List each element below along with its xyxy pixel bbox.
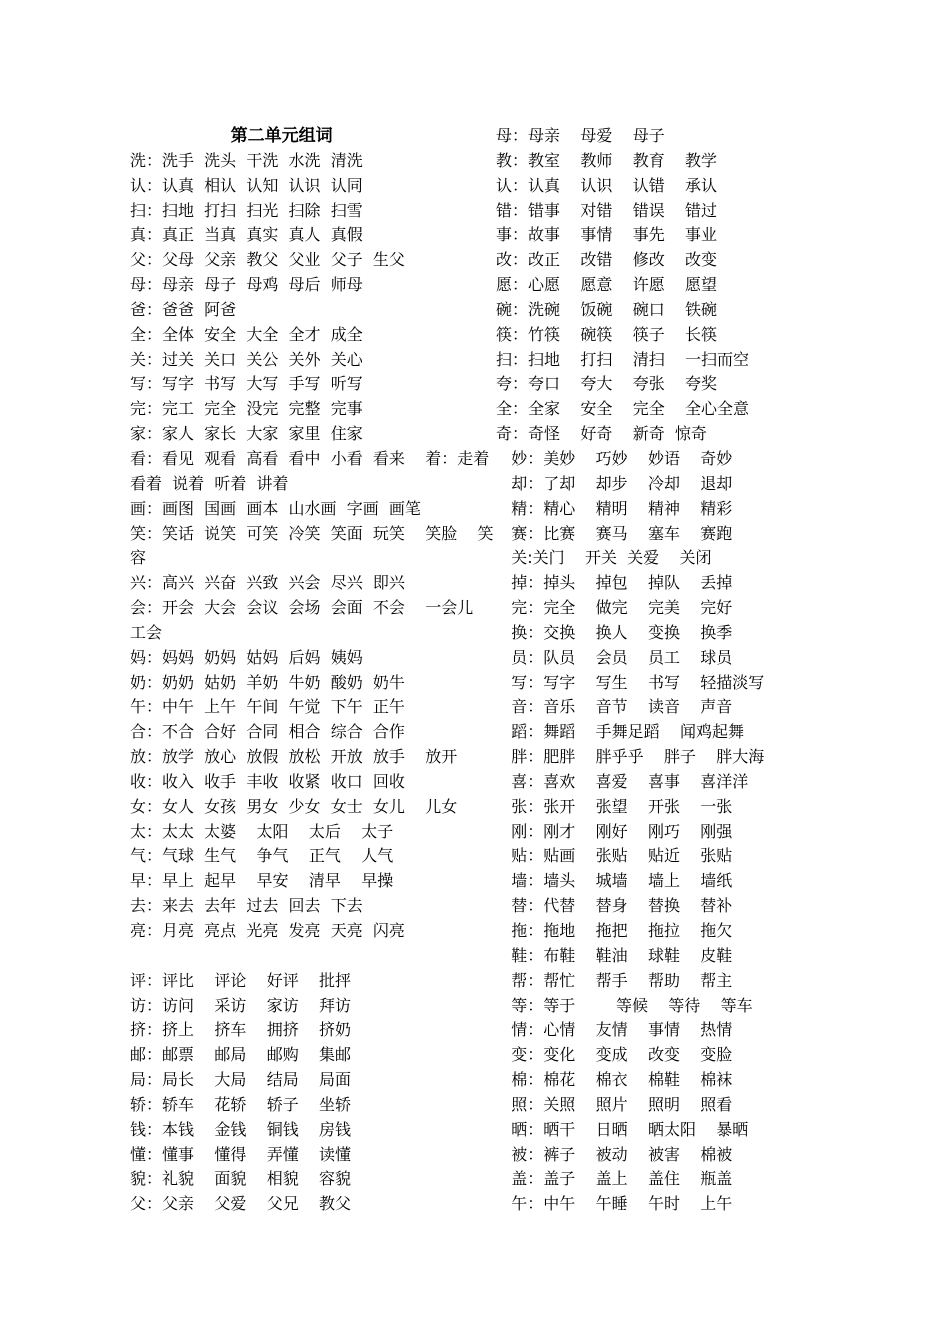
left-line: 母：母亲 母子 母鸡 母后 师母 — [130, 275, 363, 295]
right-line: 写：写字 写生 书写 轻描淡写 — [496, 672, 765, 692]
left-line: 看：看见 观看 高看 看中 小看 看来 着：走着 — [130, 448, 490, 468]
left-line: 访：访问 采访 家访 拜访 — [130, 995, 352, 1015]
right-line: 完：完全 做完 完美 完好 — [496, 598, 733, 618]
left-line: 画：画图 国画 画本 山水画 字画 画笔 — [130, 498, 421, 518]
right-line: 错：错事 对错 错误 错过 — [496, 200, 718, 220]
left-line: 评：评比 评论 好评 批抨 — [130, 970, 352, 990]
left-line: 邮：邮票 邮局 邮购 集邮 — [130, 1045, 352, 1065]
right-line: 鞋：布鞋 鞋油 球鞋 皮鞋 — [496, 945, 733, 965]
right-line: 却：了却 却步 冷却 退却 — [496, 473, 733, 493]
right-line: 碗：洗碗 饭碗 碗口 铁碗 — [496, 299, 718, 319]
right-line: 午：中午 午睡 午时 上午 — [496, 1194, 733, 1214]
left-line: 爸：爸爸 阿爸 — [130, 299, 237, 319]
right-line: 替：代替 替身 替换 替补 — [496, 896, 733, 916]
left-line: 亮：月亮 亮点 光亮 发亮 天亮 闪亮 — [130, 921, 405, 940]
left-line: 会：开会 大会 会议 会场 会面 不会 一会儿 — [130, 598, 474, 618]
left-line: 女：女人 女孩 男女 少女 女士 女儿 儿女 — [130, 796, 458, 816]
left-line: 父：父母 父亲 教父 父业 父子 生父 — [130, 250, 405, 270]
right-line: 胖：肥胖 胖乎乎 胖子 胖大海 — [496, 747, 765, 767]
left-line: 看着 说着 听着 讲着 — [130, 473, 289, 493]
right-line: 情：心情 友情 事情 热情 — [496, 1020, 733, 1040]
left-line: 早：早上 起早 早安 清早 早操 — [130, 871, 394, 891]
left-column — [130, 124, 494, 1217]
right-line: 认：认真 认识 认错 承认 — [496, 175, 718, 195]
left-line: 轿：轿车 花轿 轿子 坐轿 — [130, 1094, 352, 1114]
right-line: 事：故事 事情 事先 事业 — [496, 225, 718, 245]
right-line: 扫：扫地 打扫 清扫 一扫而空 — [496, 349, 750, 369]
left-line: 容 — [130, 548, 147, 568]
right-line: 刚：刚才 刚好 刚巧 刚强 — [496, 821, 733, 841]
left-line: 气：气球 生气 争气 正气 人气 — [130, 846, 394, 866]
left-line: 兴：高兴 兴奋 兴致 兴会 尽兴 即兴 — [130, 573, 405, 593]
right-line: 筷：竹筷 碗筷 筷子 长筷 — [496, 324, 718, 344]
left-line: 完：完工 完全 没完 完整 完事 — [130, 399, 363, 419]
right-line: 愿：心愿 愿意 许愿 愿望 — [496, 275, 718, 295]
left-line: 钱：本钱 金钱 铜钱 房钱 — [130, 1119, 352, 1139]
right-line: 喜：喜欢 喜爱 喜事 喜洋洋 — [496, 771, 749, 791]
left-line: 全：全体 安全 大全 全才 成全 — [130, 324, 363, 344]
left-line: 去：来去 去年 过去 回去 下去 — [130, 896, 363, 916]
right-line: 教：教室 教师 教育 教学 — [496, 150, 718, 170]
left-line: 工会 — [130, 622, 163, 642]
right-line: 等：等于 等候 等待 等车 — [496, 995, 753, 1015]
right-line: 赛：比赛 赛马 塞车 赛跑 — [496, 523, 733, 543]
right-line: 晒：晒干 日晒 晒太阳 暴晒 — [496, 1119, 749, 1139]
left-line: 写：写字 书写 大写 手写 听写 — [130, 374, 363, 394]
left-line: 洗：洗手 洗头 干洗 水洗 清洗 — [130, 150, 363, 170]
right-line: 妙：美妙 巧妙 妙语 奇妙 — [496, 448, 733, 468]
left-line: 父：父亲 父爱 父兄 教父 — [130, 1194, 352, 1214]
right-line: 母：母亲 母爱 母子 — [496, 126, 665, 145]
right-line: 蹈：舞蹈 手舞足蹈 闻鸡起舞 — [496, 722, 744, 742]
right-line: 改：改正 改错 修改 改变 — [496, 250, 718, 270]
right-line: 关:关门 开关 关爱 关闭 — [496, 548, 712, 568]
right-line: 音：音乐 音节 读音 声音 — [496, 697, 733, 717]
right-line: 换：交换 换人 变换 换季 — [496, 622, 733, 642]
right-line: 墙：墙头 城墙 墙上 墙纸 — [496, 871, 733, 891]
left-line: 懂：懂事 懂得 弄懂 读懂 — [130, 1144, 352, 1164]
left-line: 家：家人 家长 大家 家里 住家 — [130, 424, 363, 444]
left-line: 关：过关 关口 关公 关外 关心 — [130, 349, 363, 369]
right-line: 夸：夸口 夸大 夸张 夸奖 — [496, 374, 718, 394]
left-line: 妈：妈妈 奶妈 姑妈 后妈 姨妈 — [130, 647, 363, 667]
left-line: 午：中午 上午 午间 午觉 下午 正午 — [130, 697, 405, 717]
right-line: 被：裤子 被动 被害 棉被 — [496, 1144, 733, 1164]
left-line: 奶：奶奶 姑奶 羊奶 牛奶 酸奶 奶牛 — [130, 672, 405, 692]
left-line: 笑：笑话 说笑 可笑 冷笑 笑面 玩笑 笑脸 笑 — [130, 523, 494, 543]
right-line: 贴：贴画 张贴 贴近 张贴 — [496, 846, 733, 866]
right-line: 精：精心 精明 精神 精彩 — [496, 498, 733, 518]
right-line: 员：队员 会员 员工 球员 — [496, 647, 733, 667]
left-line: 合：不合 合好 合同 相合 综合 合作 — [130, 722, 405, 742]
right-line: 棉：棉花 棉衣 棉鞋 棉袜 — [496, 1070, 733, 1090]
left-line: 挤：挤上 挤车 拥挤 挤奶 — [130, 1020, 352, 1040]
right-line: 张：张开 张望 开张 一张 — [496, 796, 733, 816]
left-line: 太：太太 太婆 太阳 太后 太子 — [130, 821, 394, 841]
right-line: 拖：拖地 拖把 拖拉 拖欠 — [496, 921, 733, 940]
right-line: 奇：奇怪 好奇 新奇 惊奇 — [496, 424, 707, 444]
right-line: 照：关照 照片 照明 照看 — [496, 1094, 733, 1114]
left-line: 放：放学 放心 放假 放松 开放 放手 放开 — [130, 747, 458, 767]
left-line: 认：认真 相认 认知 认识 认同 — [130, 175, 363, 195]
left-line: 真：真正 当真 真实 真人 真假 — [130, 225, 363, 245]
left-line: 局：局长 大局 结局 局面 — [130, 1070, 352, 1090]
left-line — [130, 944, 490, 969]
right-line: 掉：掉头 掉包 掉队 丢掉 — [496, 573, 733, 593]
right-column — [496, 124, 796, 1217]
right-line: 帮：帮忙 帮手 帮助 帮主 — [496, 970, 733, 990]
right-line: 全：全家 安全 完全 全心全意 — [496, 399, 750, 419]
left-line: 貌：礼貌 面貌 相貌 容貌 — [130, 1169, 352, 1189]
page-title: 第二单元组词 — [130, 126, 333, 146]
right-line: 盖：盖子 盖上 盖住 瓶盖 — [496, 1169, 733, 1189]
right-line: 变：变化 变成 改变 变脸 — [496, 1045, 733, 1065]
left-line: 收：收入 收手 丰收 收紧 收口 回收 — [130, 771, 405, 791]
left-line: 扫：扫地 打扫 扫光 扫除 扫雪 — [130, 200, 363, 220]
